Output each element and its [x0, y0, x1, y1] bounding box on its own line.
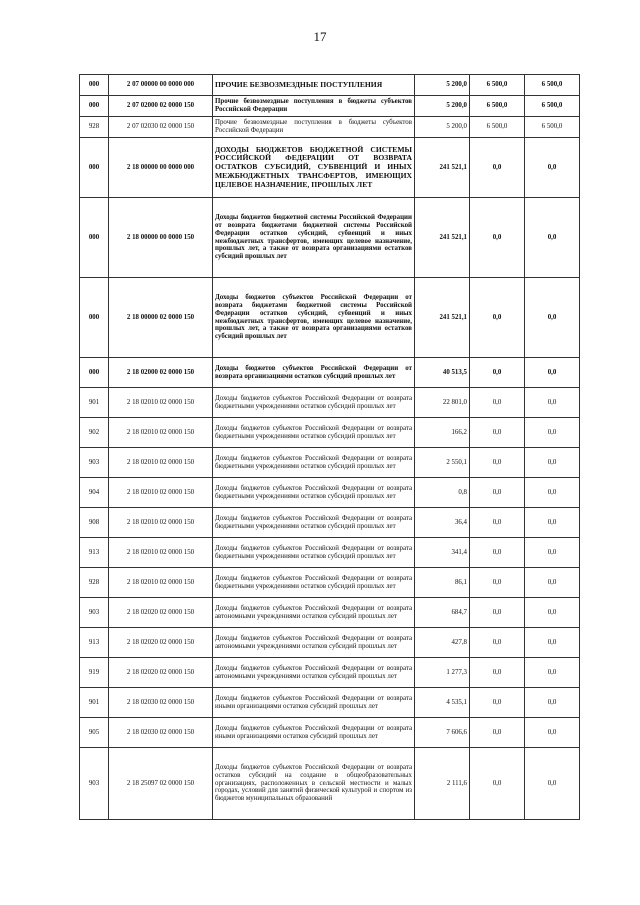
- admin-code-cell: 928: [80, 568, 109, 598]
- admin-code-cell: 905: [80, 718, 109, 748]
- amount-year2-cell: 0,0: [470, 748, 525, 820]
- revenue-name-cell: Прочие безвозмездные поступления в бюджеты субъектов Российской Федерации: [213, 117, 415, 138]
- amount-year3-cell: 6 500,0: [525, 75, 580, 96]
- budget-classification-code-cell: 2 18 02030 02 0000 150: [109, 718, 213, 748]
- table-row: [80, 628, 580, 658]
- amount-year3-cell: 0,0: [525, 748, 580, 820]
- amount-year1-cell: 1 277,3: [415, 658, 470, 688]
- revenue-name-cell: Доходы бюджетов субъектов Российской Федерации от возврата бюджетными учреждениями остатков субсидий прошлых лет: [213, 478, 415, 508]
- amount-year1-cell: 341,4: [415, 538, 470, 568]
- budget-classification-code-cell: 2 07 00000 00 0000 000: [109, 75, 213, 96]
- table-row: [80, 278, 580, 358]
- revenue-name-cell: Доходы бюджетов субъектов Российской Федерации от возврата бюджетными учреждениями остатков субсидий прошлых лет: [213, 388, 415, 418]
- admin-code-cell: 928: [80, 117, 109, 138]
- amount-year3-cell: 0,0: [525, 508, 580, 538]
- amount-year1-cell: 241 521,1: [415, 278, 470, 358]
- budget-classification-code-cell: 2 18 02000 02 0000 150: [109, 358, 213, 388]
- admin-code-cell: 901: [80, 688, 109, 718]
- amount-year2-cell: 6 500,0: [470, 117, 525, 138]
- admin-code-cell: 901: [80, 388, 109, 418]
- revenue-name-cell: Доходы бюджетов субъектов Российской Федерации от возврата бюджетными учреждениями остатков субсидий прошлых лет: [213, 538, 415, 568]
- budget-classification-code-cell: 2 18 02010 02 0000 150: [109, 418, 213, 448]
- admin-code-cell: 904: [80, 478, 109, 508]
- budget-revenue-table: [79, 74, 580, 820]
- revenue-name-cell: Доходы бюджетов субъектов Российской Федерации от возврата бюджетными учреждениями остатков субсидий прошлых лет: [213, 418, 415, 448]
- amount-year2-cell: 0,0: [470, 658, 525, 688]
- admin-code-cell: 902: [80, 418, 109, 448]
- amount-year1-cell: 86,1: [415, 568, 470, 598]
- amount-year1-cell: 36,4: [415, 508, 470, 538]
- amount-year3-cell: 6 500,0: [525, 117, 580, 138]
- amount-year3-cell: 0,0: [525, 388, 580, 418]
- revenue-name-cell: Доходы бюджетов субъектов Российской Федерации от возврата бюджетными учреждениями остатков субсидий прошлых лет: [213, 568, 415, 598]
- admin-code-cell: 000: [80, 278, 109, 358]
- amount-year2-cell: 0,0: [470, 358, 525, 388]
- revenue-name-cell: Доходы бюджетов субъектов Российской Федерации от возврата бюджетами бюджетной системы Российской Федерации остатков субсидий, субвенций и иных межбюджетных трансфертов, имеющих целевое назначение, прошлых лет, а также от возврата организациями остатков субсидий прошлых лет: [213, 278, 415, 358]
- page-number: 17: [313, 29, 327, 44]
- admin-code-cell: 000: [80, 138, 109, 198]
- amount-year1-cell: 427,8: [415, 628, 470, 658]
- amount-year2-cell: 0,0: [470, 448, 525, 478]
- table-row: [80, 688, 580, 718]
- table-row: [80, 418, 580, 448]
- amount-year3-cell: 0,0: [525, 658, 580, 688]
- admin-code-cell: 000: [80, 198, 109, 278]
- budget-classification-code-cell: 2 18 02020 02 0000 150: [109, 598, 213, 628]
- budget-classification-code-cell: 2 18 00000 00 0000 000: [109, 138, 213, 198]
- amount-year1-cell: 241 521,1: [415, 138, 470, 198]
- revenue-name-cell: Доходы бюджетов субъектов Российской Федерации от возврата организациями остатков субсидий прошлых лет: [213, 358, 415, 388]
- table-row: [80, 388, 580, 418]
- budget-classification-code-cell: 2 18 02030 02 0000 150: [109, 688, 213, 718]
- amount-year1-cell: 5 200,0: [415, 75, 470, 96]
- amount-year3-cell: 0,0: [525, 718, 580, 748]
- admin-code-cell: 913: [80, 628, 109, 658]
- amount-year1-cell: 2 550,1: [415, 448, 470, 478]
- admin-code-cell: 903: [80, 448, 109, 478]
- budget-classification-code-cell: 2 07 02030 02 0000 150: [109, 117, 213, 138]
- amount-year2-cell: 0,0: [470, 718, 525, 748]
- admin-code-cell: 919: [80, 658, 109, 688]
- table-row: [80, 718, 580, 748]
- admin-code-cell: 913: [80, 538, 109, 568]
- budget-classification-code-cell: 2 18 02020 02 0000 150: [109, 628, 213, 658]
- budget-classification-code-cell: 2 18 02010 02 0000 150: [109, 388, 213, 418]
- revenue-name-cell: Доходы бюджетов субъектов Российской Федерации от возврата остатков субсидий на создание в общеобразовательных организациях, расположенных в сельской местности и малых городах, условий для занятий физической культурой и спортом из бюджетов муниципальных образований: [213, 748, 415, 820]
- amount-year3-cell: 0,0: [525, 688, 580, 718]
- amount-year1-cell: 2 111,6: [415, 748, 470, 820]
- amount-year3-cell: 0,0: [525, 568, 580, 598]
- table-row: [80, 568, 580, 598]
- amount-year3-cell: 0,0: [525, 478, 580, 508]
- amount-year1-cell: 241 521,1: [415, 198, 470, 278]
- amount-year2-cell: 6 500,0: [470, 96, 525, 117]
- amount-year3-cell: 0,0: [525, 418, 580, 448]
- revenue-name-cell: Доходы бюджетов субъектов Российской Федерации от возврата иными организациями остатков субсидий прошлых лет: [213, 718, 415, 748]
- budget-classification-code-cell: 2 18 02010 02 0000 150: [109, 568, 213, 598]
- budget-classification-code-cell: 2 18 25097 02 0000 150: [109, 748, 213, 820]
- amount-year3-cell: 0,0: [525, 598, 580, 628]
- amount-year2-cell: 0,0: [470, 388, 525, 418]
- budget-classification-code-cell: 2 18 02010 02 0000 150: [109, 478, 213, 508]
- amount-year3-cell: 0,0: [525, 538, 580, 568]
- amount-year1-cell: 166,2: [415, 418, 470, 448]
- amount-year2-cell: 0,0: [470, 538, 525, 568]
- amount-year1-cell: 4 535,1: [415, 688, 470, 718]
- amount-year2-cell: 0,0: [470, 508, 525, 538]
- table-row: [80, 658, 580, 688]
- amount-year3-cell: 0,0: [525, 358, 580, 388]
- table-row: [80, 748, 580, 820]
- table-row: [80, 538, 580, 568]
- amount-year3-cell: 0,0: [525, 448, 580, 478]
- amount-year3-cell: 0,0: [525, 278, 580, 358]
- budget-classification-code-cell: 2 18 02010 02 0000 150: [109, 448, 213, 478]
- admin-code-cell: 903: [80, 748, 109, 820]
- amount-year2-cell: 0,0: [470, 568, 525, 598]
- amount-year1-cell: 5 200,0: [415, 96, 470, 117]
- revenue-name-cell: Доходы бюджетов субъектов Российской Федерации от возврата бюджетными учреждениями остатков субсидий прошлых лет: [213, 448, 415, 478]
- table-row: [80, 138, 580, 198]
- table-row: [80, 117, 580, 138]
- revenue-name-cell: ПРОЧИЕ БЕЗВОЗМЕЗДНЫЕ ПОСТУПЛЕНИЯ: [213, 75, 415, 96]
- amount-year2-cell: 0,0: [470, 278, 525, 358]
- admin-code-cell: 903: [80, 598, 109, 628]
- amount-year1-cell: 0,8: [415, 478, 470, 508]
- amount-year3-cell: 0,0: [525, 198, 580, 278]
- amount-year3-cell: 6 500,0: [525, 96, 580, 117]
- revenue-name-cell: Доходы бюджетов субъектов Российской Федерации от возврата автономными учреждениями остатков субсидий прошлых лет: [213, 658, 415, 688]
- amount-year1-cell: 684,7: [415, 598, 470, 628]
- table-row: [80, 358, 580, 388]
- revenue-name-cell: ДОХОДЫ БЮДЖЕТОВ БЮДЖЕТНОЙ СИСТЕМЫ РОССИЙСКОЙ ФЕДЕРАЦИИ ОТ ВОЗВРАТА ОСТАТКОВ СУБСИДИЙ, СУБВЕНЦИЙ И ИНЫХ МЕЖБЮДЖЕТНЫХ ТРАНСФЕРТОВ, ИМЕЮЩИХ ЦЕЛЕВОЕ НАЗНАЧЕНИЕ, ПРОШЛЫХ ЛЕТ: [213, 138, 415, 198]
- budget-classification-code-cell: 2 18 02010 02 0000 150: [109, 508, 213, 538]
- revenue-name-cell: Доходы бюджетов субъектов Российской Федерации от возврата иными организациями остатков субсидий прошлых лет: [213, 688, 415, 718]
- amount-year2-cell: 0,0: [470, 478, 525, 508]
- budget-classification-code-cell: 2 18 00000 00 0000 150: [109, 198, 213, 278]
- revenue-name-cell: Доходы бюджетов бюджетной системы Российской Федерации от возврата бюджетами бюджетной системы Российской Федерации остатков субсидий, субвенций и иных межбюджетных трансфертов, имеющих целевое назначение, прошлых лет, а также от возврата организациями остатков субсидий прошлых лет: [213, 198, 415, 278]
- budget-classification-code-cell: 2 18 02010 02 0000 150: [109, 538, 213, 568]
- table-row: [80, 478, 580, 508]
- table-row: [80, 508, 580, 538]
- budget-classification-code-cell: 2 07 02000 02 0000 150: [109, 96, 213, 117]
- table-row: [80, 448, 580, 478]
- amount-year2-cell: 0,0: [470, 198, 525, 278]
- table-row: [80, 198, 580, 278]
- amount-year2-cell: 6 500,0: [470, 75, 525, 96]
- amount-year1-cell: 7 606,6: [415, 718, 470, 748]
- budget-classification-code-cell: 2 18 00000 02 0000 150: [109, 278, 213, 358]
- admin-code-cell: 000: [80, 75, 109, 96]
- amount-year1-cell: 5 200,0: [415, 117, 470, 138]
- amount-year2-cell: 0,0: [470, 688, 525, 718]
- amount-year2-cell: 0,0: [470, 598, 525, 628]
- revenue-name-cell: Доходы бюджетов субъектов Российской Федерации от возврата автономными учреждениями остатков субсидий прошлых лет: [213, 598, 415, 628]
- revenue-name-cell: Прочие безвозмездные поступления в бюджеты субъектов Российской Федерации: [213, 96, 415, 117]
- amount-year3-cell: 0,0: [525, 138, 580, 198]
- admin-code-cell: 908: [80, 508, 109, 538]
- table-row: [80, 598, 580, 628]
- amount-year3-cell: 0,0: [525, 628, 580, 658]
- amount-year2-cell: 0,0: [470, 628, 525, 658]
- amount-year2-cell: 0,0: [470, 138, 525, 198]
- admin-code-cell: 000: [80, 96, 109, 117]
- amount-year1-cell: 40 513,5: [415, 358, 470, 388]
- amount-year2-cell: 0,0: [470, 418, 525, 448]
- amount-year1-cell: 22 801,0: [415, 388, 470, 418]
- revenue-name-cell: Доходы бюджетов субъектов Российской Федерации от возврата бюджетными учреждениями остатков субсидий прошлых лет: [213, 508, 415, 538]
- table-row: [80, 96, 580, 117]
- admin-code-cell: 000: [80, 358, 109, 388]
- revenue-name-cell: Доходы бюджетов субъектов Российской Федерации от возврата автономными учреждениями остатков субсидий прошлых лет: [213, 628, 415, 658]
- table-row: [80, 75, 580, 96]
- budget-classification-code-cell: 2 18 02020 02 0000 150: [109, 658, 213, 688]
